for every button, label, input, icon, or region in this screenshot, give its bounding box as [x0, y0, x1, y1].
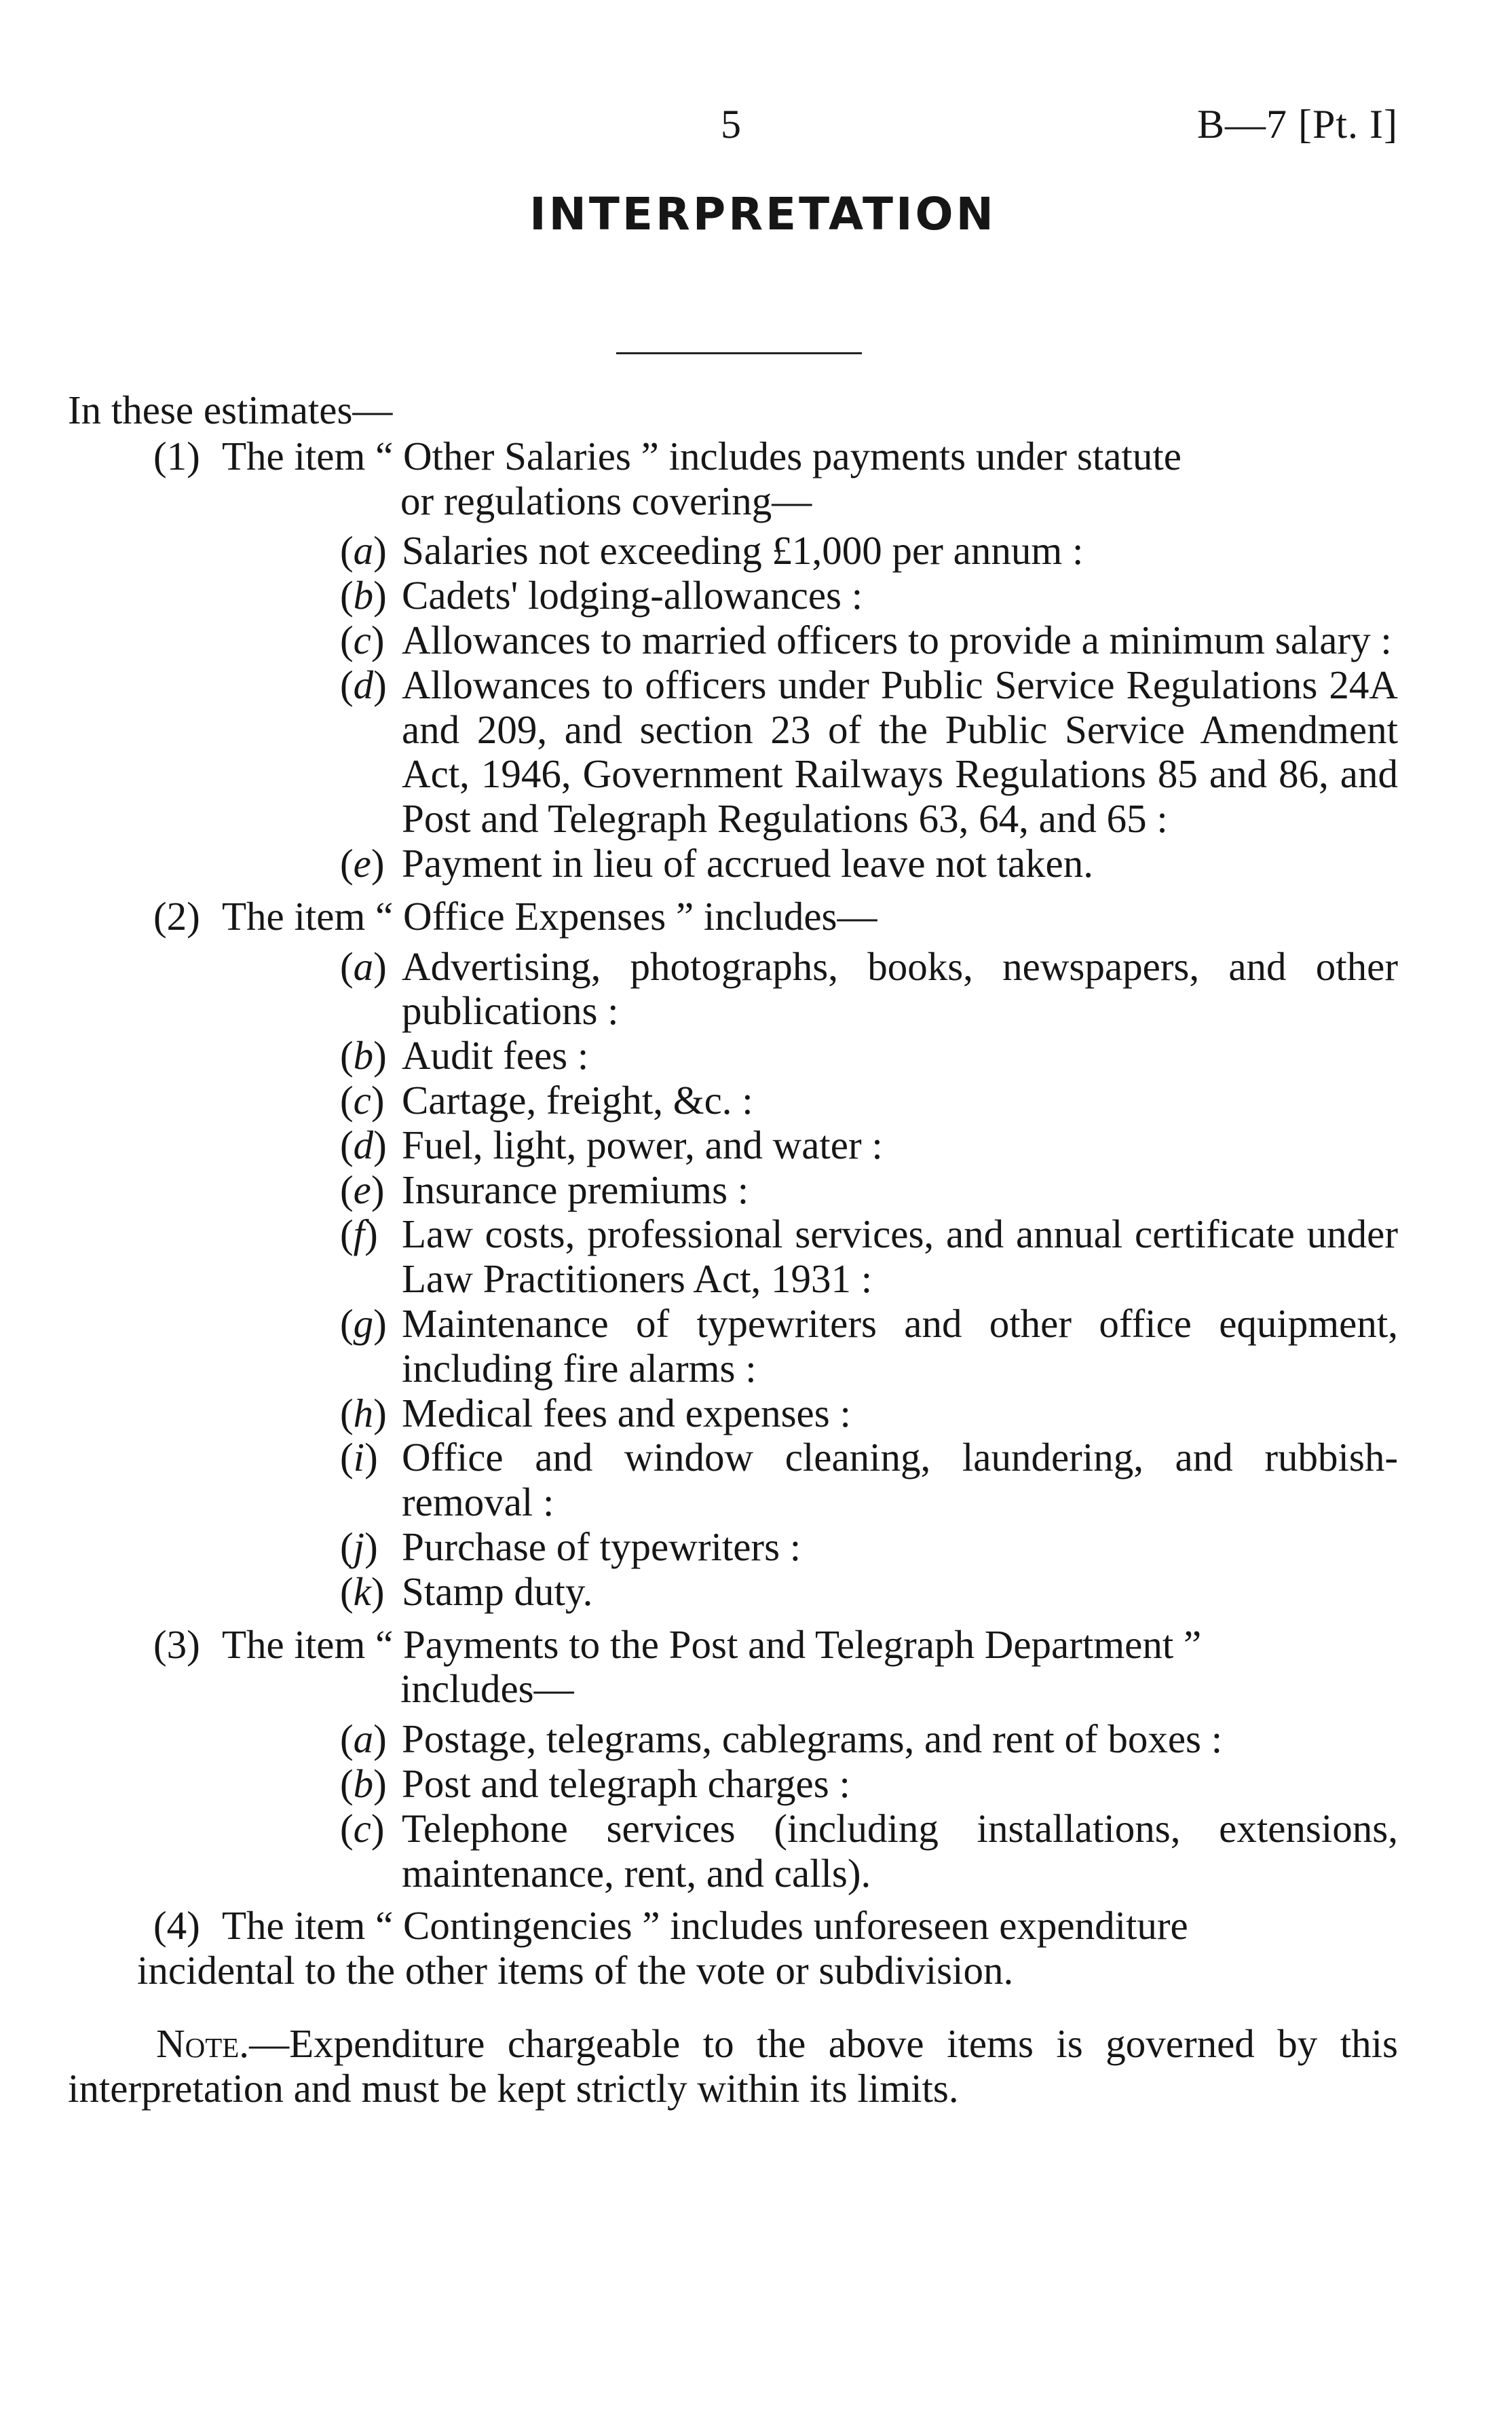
section-number: (1) [153, 433, 200, 478]
item-text: Payment in lieu of accrued leave not taken. [402, 840, 1093, 886]
item-label: a [353, 943, 374, 989]
section-number: (2) [153, 893, 200, 939]
item-label: e [353, 1167, 371, 1212]
item-text: Law costs, professional services, and annual certificate under Law Practitioners Act, 1931 : [402, 1211, 1398, 1302]
item-label: j [353, 1524, 365, 1569]
item-label: k [353, 1568, 371, 1614]
item-label: g [353, 1300, 374, 1346]
section-2 [68, 895, 1398, 1615]
item-label: b [353, 1033, 374, 1078]
item-list [222, 1717, 1398, 1896]
item-text: Fuel, light, power, and water : [402, 1122, 883, 1167]
list-item: (e) Insurance premiums : [340, 1167, 749, 1212]
page-title: INTERPRETATION [529, 188, 996, 240]
item-label: e [353, 840, 371, 886]
item-label: d [353, 662, 374, 707]
item-label: c [353, 1805, 371, 1851]
section-3 [68, 1623, 1398, 1896]
section-4 [68, 1904, 1398, 1993]
list-item: (b) Cadets' lodging-allowances : [340, 573, 863, 618]
list-item: (f) Law costs, professional services, and annual certificate under Law Practitioners Act, 1931 : [340, 1211, 1398, 1302]
interpretation-body [68, 388, 1398, 2151]
section-1 [68, 434, 1398, 886]
list-item: (b) Audit fees : [340, 1033, 589, 1078]
note-paragraph [68, 2022, 1398, 2111]
item-text: Cadets' lodging-allowances : [402, 573, 863, 618]
item-list [222, 945, 1398, 1615]
list-item: (d) Fuel, light, power, and water : [340, 1122, 883, 1167]
section-lead: The item “ Office Expenses ” includes— [222, 893, 877, 939]
section-stem [137, 1903, 1398, 1993]
item-text: Advertising, photographs, books, newspapers, and other publications : [402, 943, 1398, 1034]
list-item: (h) Medical fees and expenses : [340, 1390, 851, 1435]
item-label: c [353, 617, 371, 662]
note-text: —Expenditure chargeable to the above items is governed by this interpretation and must be kept strictly within its limits. [68, 2020, 1398, 2111]
section-stem [222, 895, 1398, 939]
section-number: (4) [153, 1903, 200, 1948]
section-continuation: includes— [400, 1666, 574, 1712]
page-number: 5 [721, 102, 741, 147]
list-item: (i) Office and window cleaning, laundering, and rubbish-removal : [340, 1435, 1398, 1525]
item-text: Stamp duty. [402, 1568, 593, 1614]
item-text: Post and telegraph charges : [402, 1761, 850, 1806]
list-item: (k) Stamp duty. [340, 1568, 593, 1614]
item-text: Purchase of typewriters : [402, 1524, 801, 1569]
item-label: i [353, 1435, 365, 1480]
list-item: (c) Allowances to married officers to provide a minimum salary : [340, 617, 1392, 662]
item-label: d [353, 1122, 374, 1167]
item-text: Cartage, freight, &c. : [402, 1077, 753, 1123]
item-label: h [353, 1390, 374, 1435]
section-number: (3) [153, 1621, 200, 1667]
list-item: (g) Maintenance of typewriters and other office equipment, including fire alarms : [340, 1300, 1398, 1391]
item-text: Allowances to married officers to provide a minimum salary : [402, 617, 1392, 662]
list-item: (c) Telephone services (including installations, extensions, maintenance, rent, and calls). [340, 1805, 1398, 1896]
item-list [222, 529, 1398, 886]
item-label: b [353, 1761, 374, 1806]
section-continuation: incidental to the other items of the vote or subdivision. [137, 1948, 1014, 1993]
list-item: (c) Cartage, freight, &c. : [340, 1077, 753, 1123]
item-label: a [353, 528, 374, 573]
item-label: b [353, 573, 374, 618]
item-text: Postage, telegrams, cablegrams, and rent of boxes : [402, 1716, 1223, 1762]
section-lead: The item “ Contingencies ” includes unforeseen expenditure [222, 1903, 1188, 1948]
item-text: Maintenance of typewriters and other office equipment, including fire alarms : [402, 1300, 1398, 1391]
list-item: (b) Post and telegraph charges : [340, 1761, 850, 1806]
intro-text: In these estimates— [68, 388, 393, 432]
item-text: Medical fees and expenses : [402, 1390, 851, 1435]
list-item: (d) Allowances to officers under Public Service Regulations 24A and 209, and section 23 of the Public Service Amendment Act, 1946, Government Railways Regulations 85 and 86, and Post and Telegraph Regulations 63, 64, and 65 : [340, 662, 1398, 842]
note-label: Note. [156, 2020, 250, 2066]
item-text: Office and window cleaning, laundering, and rubbish-removal : [402, 1435, 1398, 1525]
list-item: (a) Salaries not exceeding £1,000 per annum : [340, 528, 1084, 573]
section-continuation: or regulations covering— [400, 478, 812, 523]
item-label: c [353, 1077, 371, 1123]
list-item: (a) Postage, telegrams, cablegrams, and rent of boxes : [340, 1716, 1223, 1762]
section-lead: The item “ Payments to the Post and Telegraph Department ” [222, 1621, 1202, 1667]
section-stem [222, 434, 1398, 524]
item-text: Insurance premiums : [402, 1167, 749, 1212]
list-item: (a) Advertising, photographs, books, newspapers, and other publications : [340, 943, 1398, 1034]
item-label: f [353, 1211, 365, 1257]
item-text: Telephone services (including installations, extensions, maintenance, rent, and calls). [402, 1805, 1398, 1896]
page-reference: B—7 [Pt. I] [1197, 102, 1398, 147]
section-stem [222, 1623, 1398, 1712]
item-label: a [353, 1716, 374, 1762]
list-item: (e) Payment in lieu of accrued leave not taken. [340, 840, 1093, 886]
item-text: Audit fees : [402, 1033, 589, 1078]
title-divider [616, 352, 862, 354]
list-item: (j) Purchase of typewriters : [340, 1524, 801, 1569]
section-lead: The item “ Other Salaries ” includes payments under statute [222, 433, 1182, 478]
item-text: Allowances to officers under Public Service Regulations 24A and 209, and section 23 of the Public Service Amendment Act, 1946, Government Railways Regulations 85 and 86, and Post and Telegraph Regulations 63, 64, and 65 : [402, 662, 1398, 842]
item-text: Salaries not exceeding £1,000 per annum : [402, 528, 1084, 573]
